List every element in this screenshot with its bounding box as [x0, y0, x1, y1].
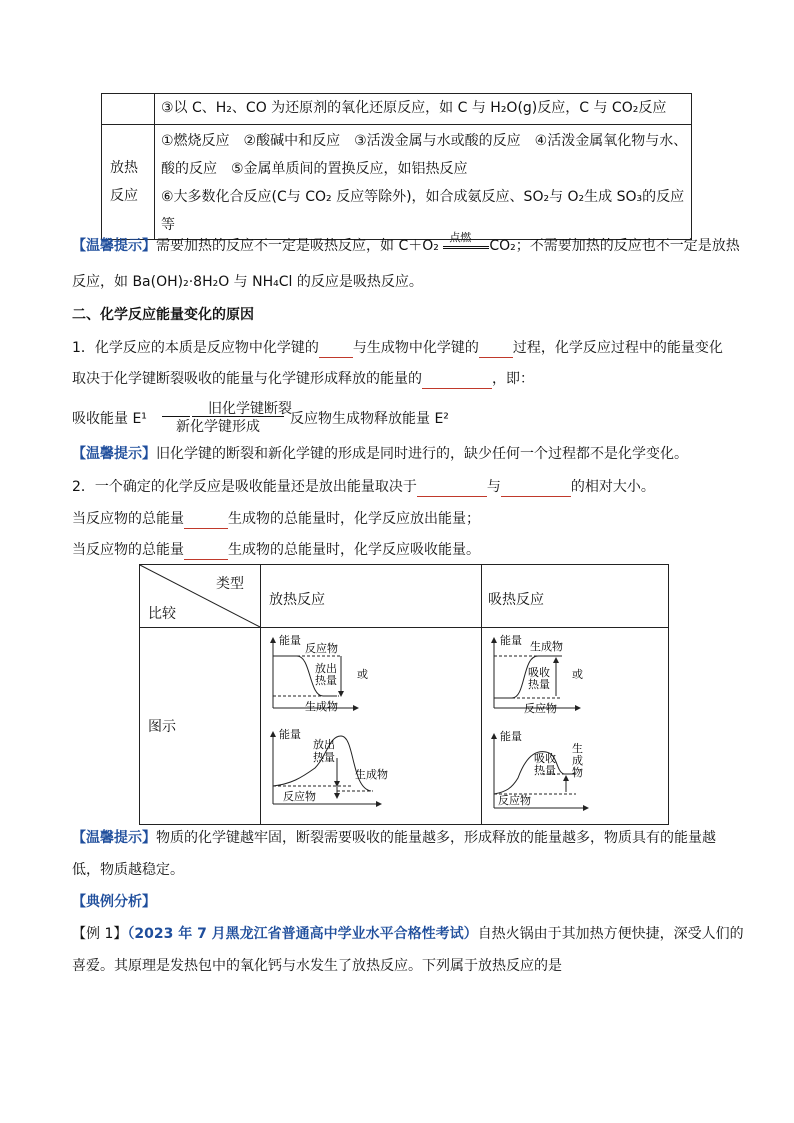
blank-5[interactable] — [501, 480, 571, 497]
table-row — [140, 565, 669, 628]
table-row — [102, 94, 692, 125]
reactant-label: 反应物 — [305, 642, 338, 655]
absorb-label-1: 吸收 — [534, 752, 556, 765]
energy-label: 能量 — [500, 730, 522, 743]
header-compare: 比较 — [148, 606, 176, 622]
blank-3[interactable] — [422, 372, 492, 389]
reaction-type-table — [101, 93, 692, 240]
product-label-v3: 物 — [572, 766, 583, 779]
condition-label: 点燃 — [449, 231, 472, 244]
example-label: 【例 1】 — [72, 926, 128, 942]
product-label-v1: 生 — [572, 742, 583, 755]
tip-text: 物质的化学键越牢固，断裂需要吸收的能量越多，形成释放的能量越多，物质具有的能量越 — [156, 830, 716, 846]
p1-text-c: 过程，化学反应过程中的能量变化 — [512, 340, 723, 356]
p2-text-a: 2．一个确定的化学反应是吸收能量还是放出能量取决于 — [72, 479, 417, 495]
exothermic-label — [102, 125, 155, 240]
p1-text-line2a: 取决于化学键断裂吸收的能量与化学键形成释放的能量的 — [72, 371, 422, 387]
energy-label: 能量 — [279, 634, 301, 647]
blank-6[interactable] — [184, 512, 228, 529]
section-title: 二、化学反应能量变化的原因 — [72, 307, 254, 323]
tip-label: 【温馨提示】 — [72, 238, 156, 254]
or-label: 或 — [572, 668, 583, 681]
energy-label: 能量 — [500, 634, 522, 647]
equals-line-top — [443, 246, 489, 247]
empty-cell — [102, 94, 155, 125]
header-type: 类型 — [216, 576, 244, 592]
equals-line-bottom — [443, 248, 489, 249]
example-text: 自热火锅由于其加热方便快捷，深受人们的 — [477, 926, 744, 942]
product-label: 生成物 — [355, 768, 388, 781]
exo-line-2: 酸的反应 ⑤金属单质间的置换反应，如铝热反应 — [161, 161, 468, 177]
product-label: 生成物 — [305, 700, 338, 713]
tip-text-b: CO₂；不需要加热的反应也不一定是放热 — [489, 238, 740, 254]
blank-4[interactable] — [417, 480, 487, 497]
tip-1-line-2: 反应，如 Ba(OH)₂·8H₂O 与 NH₄Cl 的反应是吸热反应。 — [72, 274, 423, 290]
example-line-1 — [72, 924, 744, 944]
exo-line-1: ①燃烧反应 ②酸碱中和反应 ③活泼金属与水或酸的反应 ④活泼金属氧化物与水、 — [161, 133, 688, 149]
release-label-2: 热量 — [313, 751, 335, 764]
p2-line-2 — [72, 509, 480, 529]
p1-line-2 — [72, 369, 534, 389]
absorb-label-2: 热量 — [528, 678, 550, 691]
example-source: （2023 年 7 月黑龙江省普通高中学业水平合格性考试） — [127, 926, 478, 942]
tip-label: 【温馨提示】 — [72, 830, 156, 846]
reaction-arrow — [443, 231, 489, 256]
tip-3-line-2: 低，物质越稳定。 — [72, 862, 184, 878]
table-row — [102, 125, 692, 240]
endothermic-item-3: ③以 C、H₂、CO 为还原剂的氧化还原反应，如 C 与 H₂O(g)反应，C 与 CO₂反应 — [155, 94, 692, 125]
formula-right: 反应物生成物释放能量 E² — [290, 411, 449, 427]
release-label-2: 热量 — [315, 674, 337, 687]
product-label-v2: 成 — [572, 754, 583, 767]
blank-7[interactable] — [184, 543, 228, 560]
reactant-label: 反应物 — [283, 790, 316, 803]
formula-bottom: 新化学键形成 — [176, 419, 260, 435]
p1-text-a: 1．化学反应的本质是反应物中化学键的 — [72, 340, 319, 356]
release-label-1: 放出 — [313, 738, 335, 751]
tip-2 — [72, 444, 688, 464]
formula-top: 旧化学键断裂 — [208, 401, 292, 417]
release-label-1: 放出 — [315, 662, 337, 675]
p1-text-line2b: ，即： — [492, 371, 534, 387]
or-label: 或 — [357, 668, 368, 681]
tip-label: 【温馨提示】 — [72, 446, 156, 462]
p1-text-b: 与生成物中化学键的 — [352, 340, 479, 356]
p2-text-line3b: 生成物的总能量时，化学反应吸收能量。 — [228, 542, 480, 558]
p2-text-line2b: 生成物的总能量时，化学反应放出能量； — [228, 511, 480, 527]
blank-1[interactable] — [319, 341, 353, 358]
tip-text: 需要加热的反应不一定是吸热反应，如 C＋O₂ — [156, 238, 439, 254]
col-endothermic: 吸热反应 — [482, 565, 669, 628]
p2-line-1 — [72, 477, 655, 497]
reactant-label: 反应物 — [498, 794, 531, 807]
row-label: 图示 — [140, 628, 261, 825]
blank-2[interactable] — [479, 341, 513, 358]
absorb-label-1: 吸收 — [528, 666, 550, 679]
energy-diagram-table — [139, 564, 669, 825]
energy-label: 能量 — [279, 728, 301, 741]
diagonal-header — [140, 565, 261, 628]
exo-label-line1: 放热 — [110, 160, 138, 176]
exothermic-list — [155, 125, 692, 240]
p2-text-line3a: 当反应物的总能量 — [72, 542, 184, 558]
exothermic-diagram — [261, 628, 473, 820]
tip-3-line-1 — [72, 828, 716, 848]
exo-line-3: ⑥大多数化合反应(C与 CO₂ 反应等除外)，如合成氨反应、SO₂与 O₂生成 SO₃的反应等 — [161, 189, 685, 233]
tip-1-line-1 — [72, 231, 740, 256]
table-row — [140, 628, 669, 825]
endothermic-diagram — [482, 628, 662, 820]
p2-text-line2a: 当反应物的总能量 — [72, 511, 184, 527]
p2-text-c: 的相对大小。 — [570, 479, 655, 495]
col-exothermic: 放热反应 — [261, 565, 482, 628]
p2-line-3 — [72, 540, 480, 560]
exo-label-line2: 反应 — [110, 188, 138, 204]
tip-text: 旧化学键的断裂和新化学键的形成是同时进行的，缺少任何一个过程都不是化学变化。 — [156, 446, 688, 462]
bond-energy-formula — [72, 398, 492, 434]
exothermic-diagrams — [261, 628, 482, 825]
product-label: 生成物 — [530, 640, 563, 653]
formula-left: 吸收能量 E¹ — [72, 411, 147, 427]
example-line-2: 喜爱。其原理是发热包中的氧化钙与水发生了放热反应。下列属于放热反应的是 — [72, 958, 562, 974]
absorb-label-2: 热量 — [534, 764, 556, 777]
p2-text-b: 与 — [486, 479, 501, 495]
endothermic-diagrams — [482, 628, 669, 825]
analysis-title: 【典例分析】 — [72, 894, 156, 910]
reactant-label: 反应物 — [524, 702, 557, 715]
p1-line-1 — [72, 338, 723, 358]
